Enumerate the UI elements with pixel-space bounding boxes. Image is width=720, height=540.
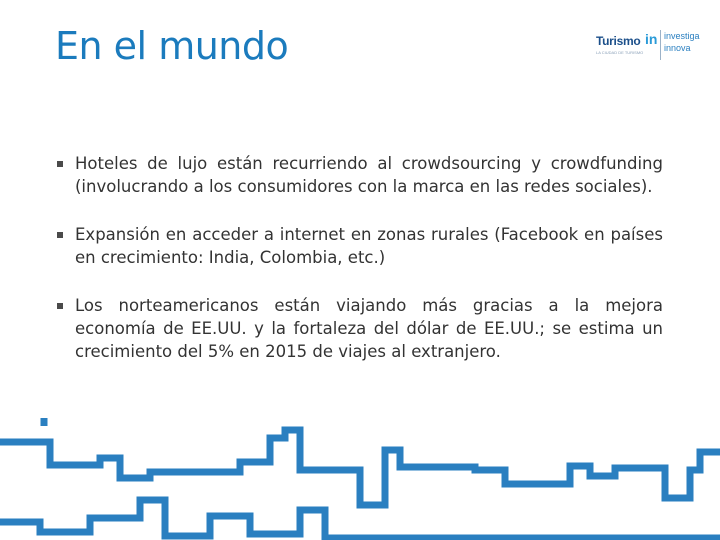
bullet-text: Expansión en acceder a internet en zonas rurales (Facebook en países en crecimiento: India, Colombia, etc.)	[75, 225, 663, 267]
logo-right-line-2: innova	[664, 43, 691, 53]
skyline-line-upper	[0, 430, 720, 505]
bullet-item	[57, 294, 663, 363]
logo-right-text	[664, 30, 700, 54]
bullet-item	[57, 152, 663, 198]
bullet-marker-icon	[57, 232, 63, 238]
turismo-logo	[592, 28, 710, 68]
logo-subtitle: LA CIUDAD DE TURISMO	[596, 50, 644, 55]
skyline-decoration	[0, 410, 720, 540]
bullet-text: Los norteamericanos están viajando más gracias a la mejora economía de EE.UU. y la fortaleza del dólar de EE.UU.; se estima un crecimiento del 5% en 2015 de viajes al extranjero.	[75, 296, 663, 361]
slide-title: En el mundo	[55, 24, 289, 68]
bullet-marker-icon	[57, 303, 63, 309]
bullet-item	[57, 223, 663, 269]
bullet-list	[57, 152, 663, 363]
logo-divider	[660, 30, 661, 60]
logo-main-text: Turismo	[596, 34, 641, 48]
logo-in-text: in	[645, 31, 658, 47]
bullet-marker-icon	[57, 161, 63, 167]
bullet-text: Hoteles de lujo están recurriendo al crowdsourcing y crowdfunding (involucrando a los consumidores con la marca en las redes sociales).	[75, 154, 663, 196]
logo-right-line-1: investiga	[664, 31, 700, 41]
